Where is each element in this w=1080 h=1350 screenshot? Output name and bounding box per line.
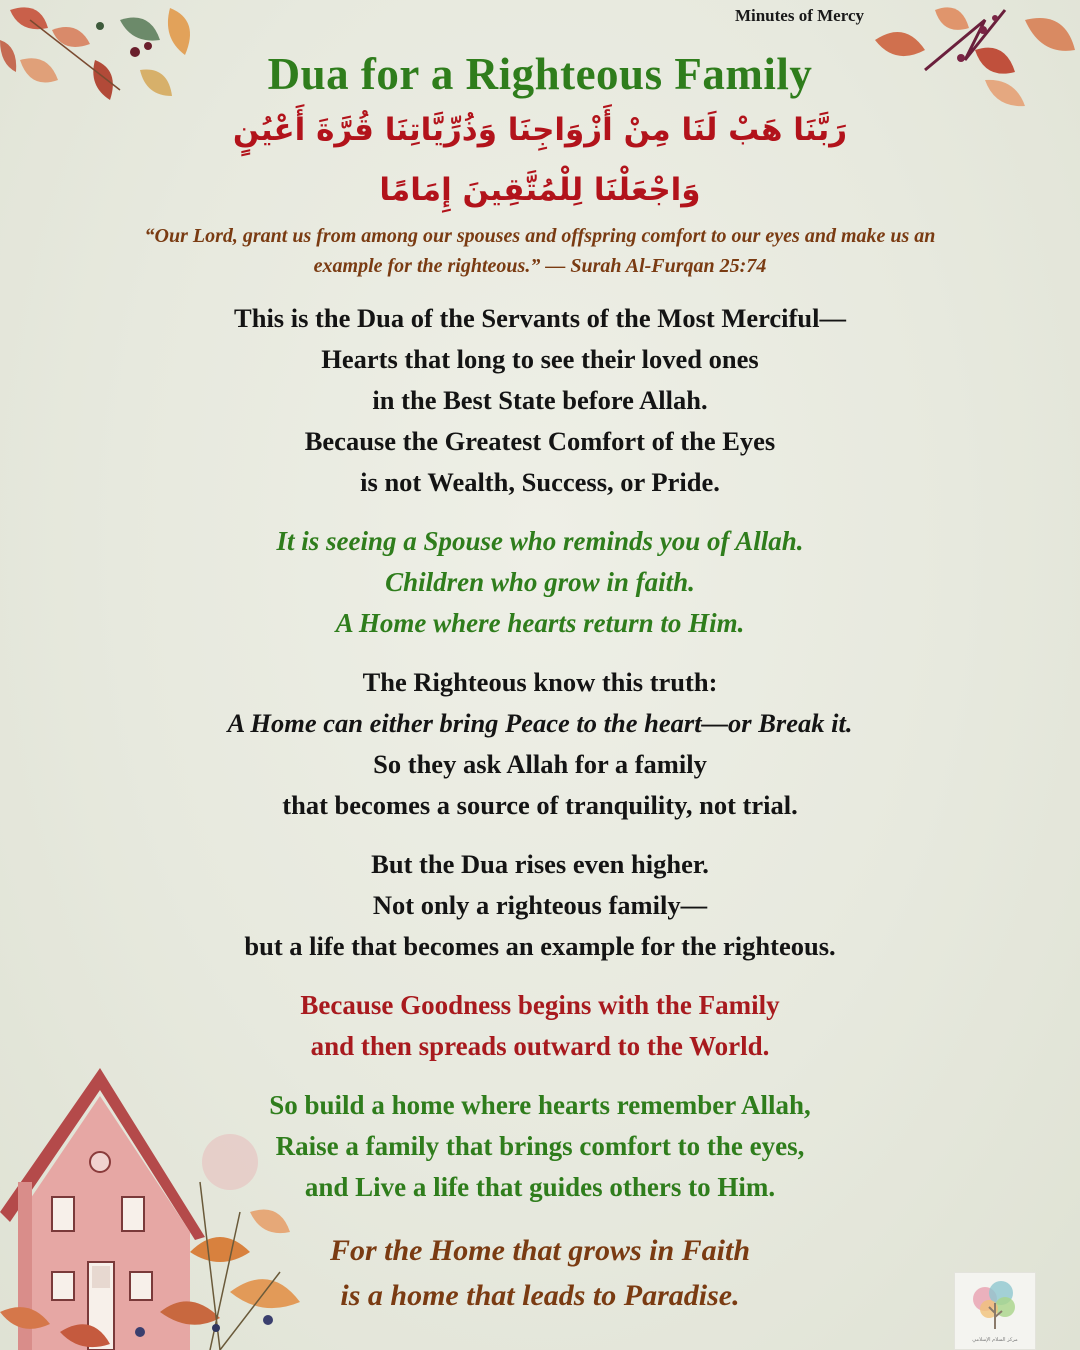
text-line: Because Goodness begins with the Family bbox=[300, 990, 780, 1020]
text-line: The Righteous know this truth: bbox=[362, 667, 718, 697]
text-line: Children who grow in faith. bbox=[385, 567, 695, 597]
paragraph-comfort bbox=[0, 521, 1080, 644]
text-line: Raise a family that brings comfort to the eyes, bbox=[275, 1131, 805, 1161]
page-title: Dua for a Righteous Family bbox=[267, 49, 813, 99]
text-line: but a life that becomes an example for the righteous. bbox=[244, 931, 836, 961]
text-line: So they ask Allah for a family bbox=[373, 749, 707, 779]
text-line: Not only a righteous family— bbox=[372, 890, 708, 920]
text-line: This is the Dua of the Servants of the Most Merciful— bbox=[234, 303, 846, 333]
text-line-emphasis: A Home can either bring Peace to the heart—or Break it. bbox=[227, 708, 853, 738]
text-line: is a home that leads to Paradise. bbox=[340, 1279, 740, 1312]
text-line: and Live a life that guides others to Him. bbox=[304, 1172, 776, 1202]
text-line: A Home where hearts return to Him. bbox=[335, 608, 745, 638]
paragraph-righteous-truth bbox=[0, 662, 1080, 826]
logo-text: مركز السلام الإسلامي bbox=[972, 1337, 1018, 1343]
text-line: It is seeing a Spouse who reminds you of Allah. bbox=[276, 526, 804, 556]
text-line: Because the Greatest Comfort of the Eyes bbox=[304, 426, 776, 456]
paragraph-servants bbox=[0, 298, 1080, 503]
text-line: that becomes a source of tranquility, not trial. bbox=[282, 790, 798, 820]
house-illustration bbox=[0, 1062, 330, 1350]
text-line: But the Dua rises even higher. bbox=[371, 849, 709, 879]
tree-logo-icon bbox=[955, 1273, 1035, 1333]
text-line: is not Wealth, Success, or Pride. bbox=[360, 467, 720, 497]
center-logo bbox=[954, 1272, 1036, 1350]
text-line: Hearts that long to see their loved ones bbox=[321, 344, 759, 374]
verse-translation: “Our Lord, grant us from among our spouses and offspring comfort to our eyes and make us an example for the righteous.” — Surah Al-Furqan 25:74 bbox=[144, 225, 936, 277]
arabic-verse-line-1: رَبَّنَا هَبْ لَنَا مِنْ أَزْوَاجِنَا وَذُرِّيَّاتِنَا قُرَّةَ أَعْيُنٍ bbox=[232, 112, 848, 148]
text-line: in the Best State before Allah. bbox=[372, 385, 708, 415]
text-line: For the Home that grows in Faith bbox=[329, 1234, 751, 1267]
paragraph-goodness bbox=[0, 985, 1080, 1067]
text-line: and then spreads outward to the World. bbox=[310, 1031, 770, 1061]
paragraph-higher bbox=[0, 844, 1080, 967]
brand-name: Minutes of Mercy bbox=[734, 6, 864, 25]
arabic-verse-line-2: وَاجْعَلْنَا لِلْمُتَّقِينَ إِمَامًا bbox=[379, 172, 701, 208]
text-line: So build a home where hearts remember Allah, bbox=[269, 1090, 811, 1120]
